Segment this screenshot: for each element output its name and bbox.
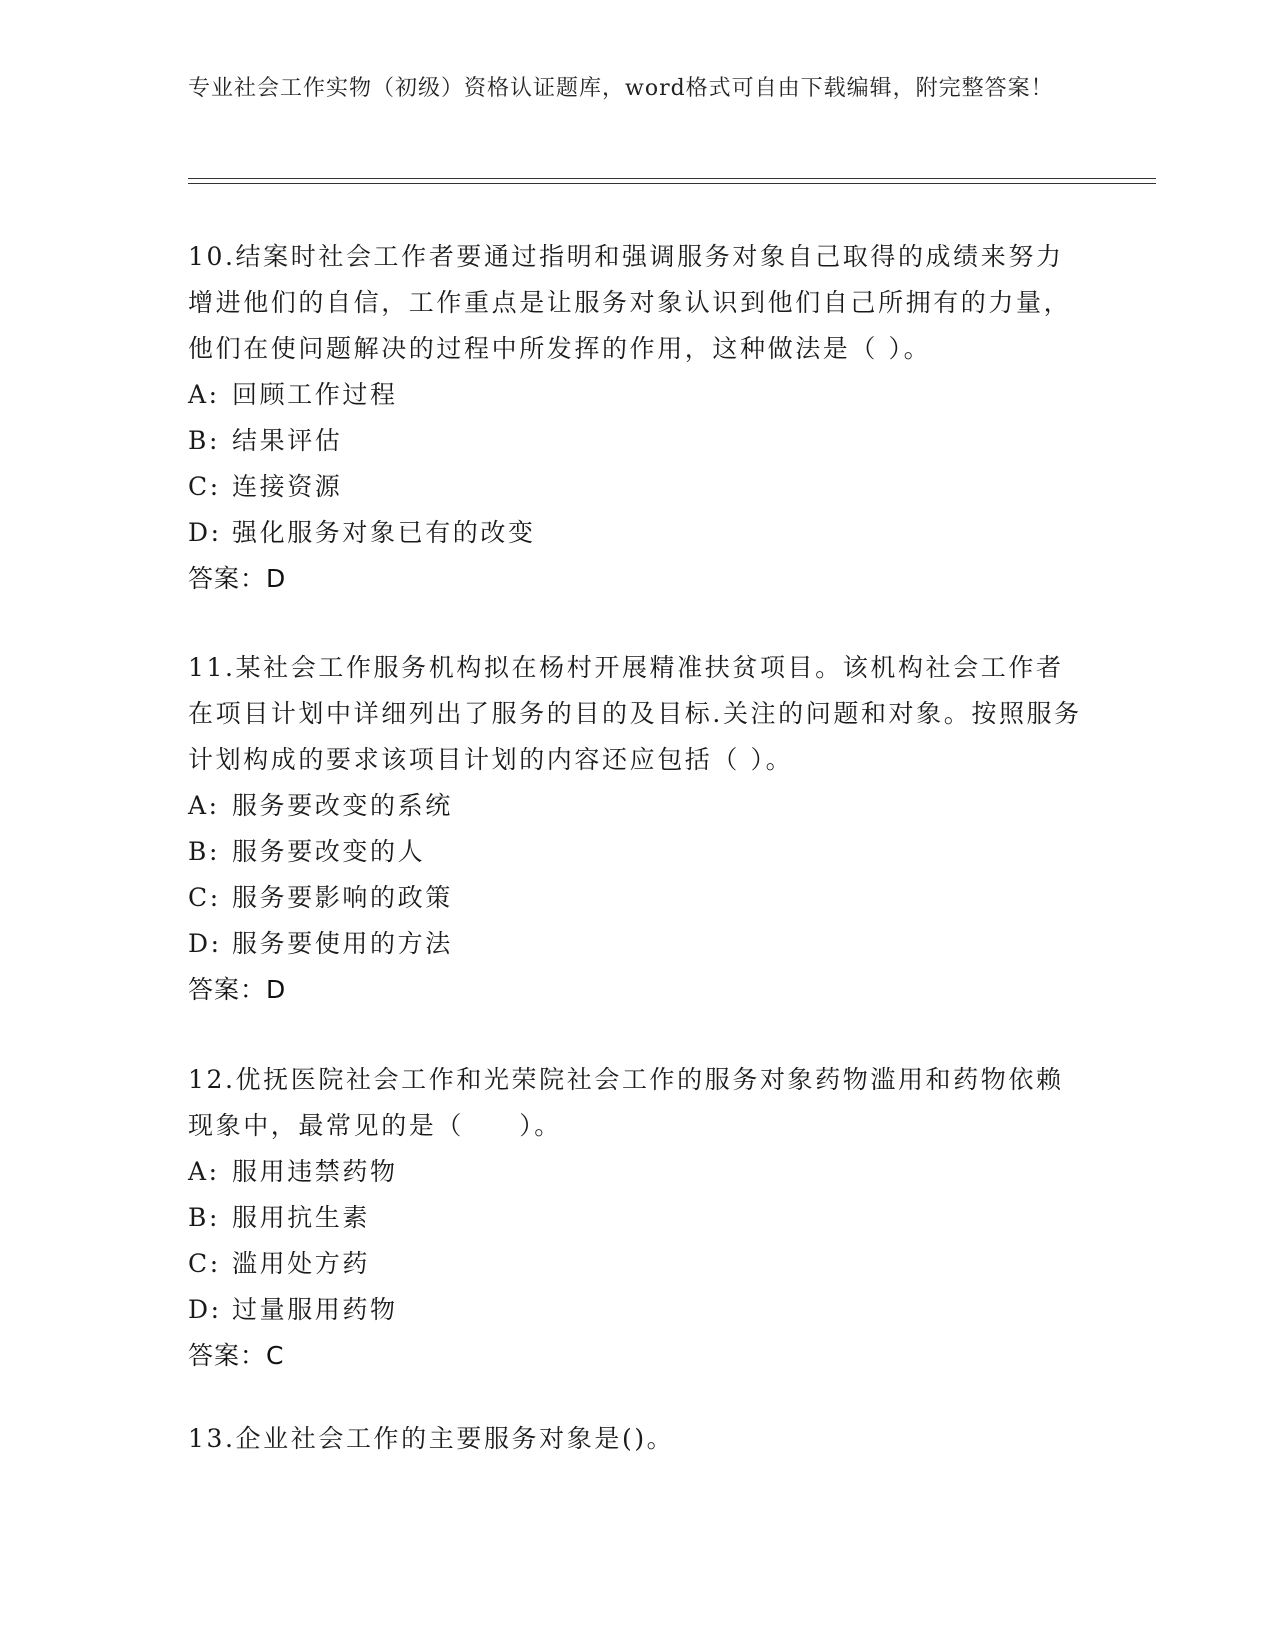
- option-list: [188, 1149, 1083, 1333]
- option-c: [188, 1241, 1083, 1287]
- option-key: B:: [188, 426, 220, 455]
- option-a: [188, 372, 1083, 418]
- question-stem: 11.某社会工作服务机构拟在杨村开展精准扶贫项目。该机构社会工作者在项目计划中详细列出了服务的目的及目标.关注的问题和对象。按照服务计划构成的要求该项目计划的内容还应包括（ ）。: [188, 653, 1082, 774]
- option-b: [188, 418, 1083, 464]
- option-c: [188, 464, 1083, 510]
- option-key: C:: [188, 1249, 221, 1278]
- option-key: A:: [188, 380, 220, 409]
- option-b: [188, 1195, 1083, 1241]
- option-text: 服用违禁药物: [232, 1157, 398, 1186]
- header-divider-top: [188, 178, 1156, 179]
- option-key: D:: [188, 929, 222, 958]
- question-12: [188, 1057, 1083, 1379]
- header-divider-bottom: [188, 183, 1156, 184]
- question-stem: 13.企业社会工作的主要服务对象是()。: [188, 1424, 675, 1453]
- option-d: [188, 510, 1083, 556]
- question-stem: 12.优抚医院社会工作和光荣院社会工作的服务对象药物滥用和药物依赖现象中，最常见的是（ ）。: [188, 1065, 1064, 1140]
- option-text: 服务要改变的人: [232, 837, 426, 866]
- option-text: 服用抗生素: [232, 1203, 371, 1232]
- question-11: [188, 645, 1083, 1013]
- option-text: 回顾工作过程: [232, 380, 398, 409]
- answer-line: 答案：D: [188, 975, 287, 1004]
- page-header: 专业社会工作实物（初级）资格认证题库，word格式可自由下载编辑，附完整答案！: [188, 76, 1054, 101]
- option-key: B:: [188, 1203, 220, 1232]
- answer-line: 答案：D: [188, 564, 287, 593]
- option-text: 服务要影响的政策: [232, 883, 453, 912]
- option-key: C:: [188, 472, 221, 501]
- option-text: 服务要改变的系统: [232, 791, 453, 820]
- option-key: C:: [188, 883, 221, 912]
- option-key: A:: [188, 1157, 220, 1186]
- question-13: [188, 1416, 1083, 1462]
- option-text: 过量服用药物: [232, 1295, 398, 1324]
- option-list: [188, 783, 1083, 967]
- question-10: [188, 234, 1083, 602]
- option-text: 服务要使用的方法: [232, 929, 453, 958]
- option-d: [188, 1287, 1083, 1333]
- option-text: 连接资源: [232, 472, 343, 501]
- option-text: 结果评估: [232, 426, 343, 455]
- option-b: [188, 829, 1083, 875]
- option-c: [188, 875, 1083, 921]
- option-a: [188, 783, 1083, 829]
- option-key: D:: [188, 1295, 222, 1324]
- option-a: [188, 1149, 1083, 1195]
- option-text: 滥用处方药: [232, 1249, 371, 1278]
- question-stem: 10.结案时社会工作者要通过指明和强调服务对象自己取得的成绩来努力增进他们的自信，工作重点是让服务对象认识到他们自己所拥有的力量，他们在使问题解决的过程中所发挥的作用，这种做法是（ ）。: [188, 242, 1072, 363]
- option-key: D:: [188, 518, 222, 547]
- option-list: [188, 372, 1083, 556]
- option-text: 强化服务对象已有的改变: [232, 518, 536, 547]
- option-key: A:: [188, 791, 220, 820]
- option-key: B:: [188, 837, 220, 866]
- answer-line: 答案：C: [188, 1341, 285, 1370]
- option-d: [188, 921, 1083, 967]
